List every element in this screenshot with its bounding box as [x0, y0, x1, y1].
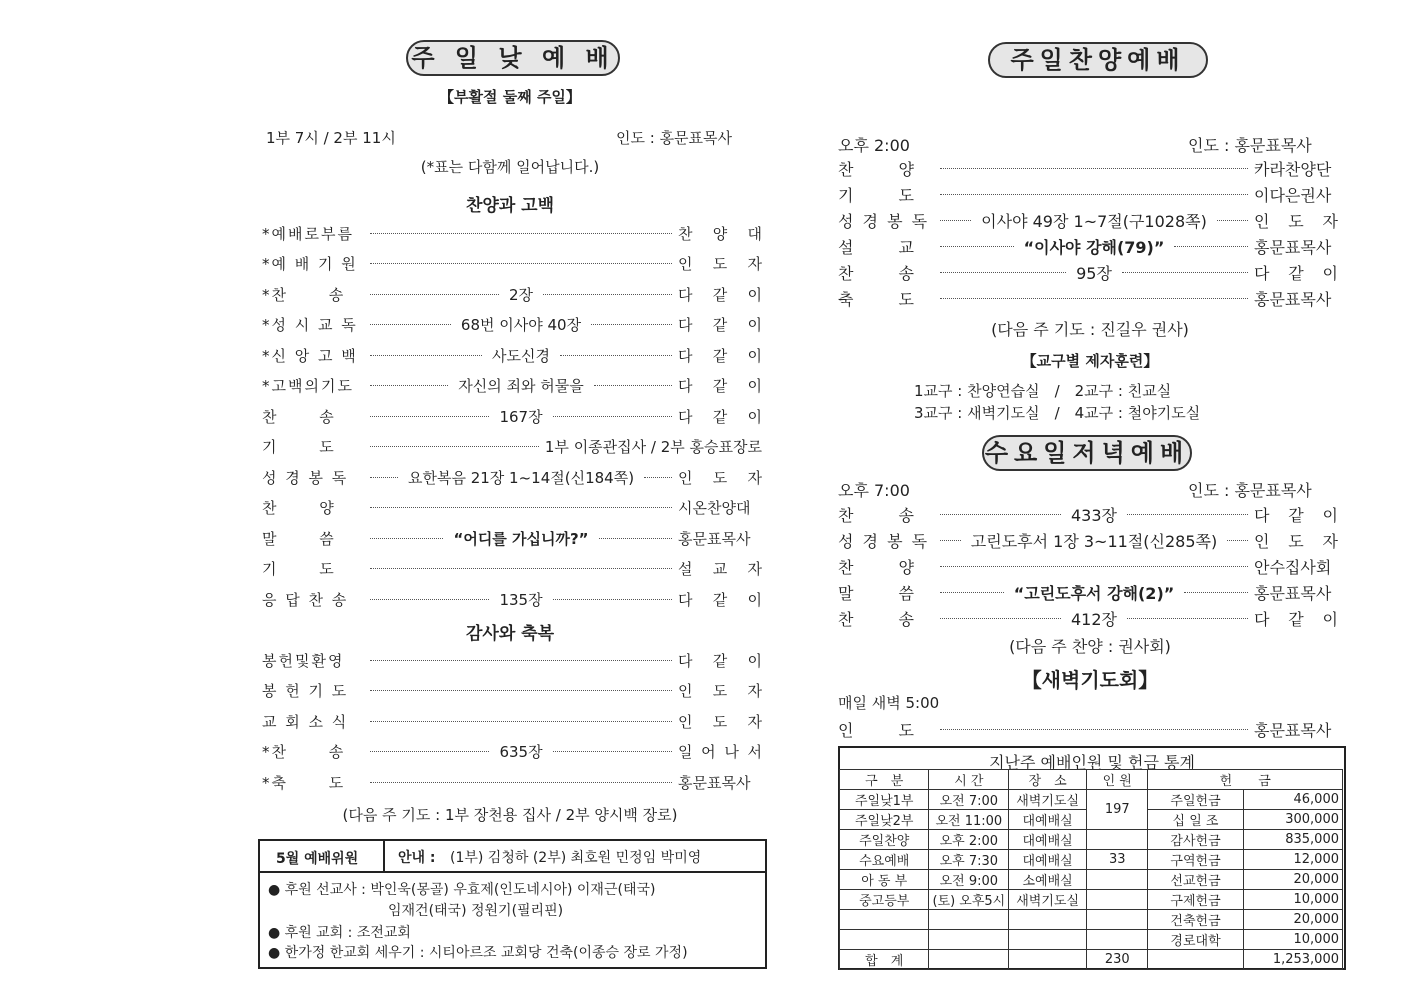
order-item-person: 다 같 이 [678, 407, 762, 426]
stats-cell: 구역헌금 [1148, 850, 1243, 870]
stats-total-cell [1009, 950, 1087, 970]
order-item-label: 찬 송 [838, 609, 916, 629]
leader-dots [1174, 246, 1248, 247]
stats-row [840, 830, 1343, 850]
stats-header-cell: 장 소 [1009, 770, 1087, 790]
stats-cell [1087, 930, 1148, 950]
order-item-person: 카라찬양단 [1254, 159, 1332, 179]
leader-dots [644, 477, 672, 478]
standing-note: (*표는 다함께 일어납니다.) [420, 158, 600, 176]
stats-cell: 오전 11:00 [929, 810, 1009, 830]
order-item-person: 다 같 이 [678, 285, 763, 304]
leader-dots [370, 385, 448, 386]
missionary-line1: ● 후원 선교사 : 박인욱(몽골) 우효제(인도네시아) 이재근(태국) [268, 882, 656, 898]
order-item [838, 261, 1338, 283]
stats-row [840, 850, 1343, 870]
stats-cell: 중고등부 [840, 890, 929, 910]
order-item-detail: 95장 [1076, 263, 1112, 283]
stats-table [839, 769, 1343, 970]
order-item-label: 찬 양 [838, 159, 916, 179]
order-item-label: 응 답 찬 송 [262, 590, 349, 609]
wednesday-leader: 인도 : 홍문표목사 [1188, 481, 1312, 500]
stats-header-cell: 헌 금 [1148, 770, 1343, 790]
leader-dots [940, 540, 961, 541]
stats-total-row [840, 950, 1343, 970]
order-item [838, 607, 1338, 629]
order-item [838, 183, 1338, 205]
order-item-label: 인 도 [838, 720, 916, 740]
training-title: 【교구별 제자훈련】 [1021, 352, 1159, 370]
stats-cell: 선교헌금 [1148, 870, 1243, 890]
order-item-person: 안수집사회 [1254, 557, 1332, 577]
leader-dots [370, 355, 482, 356]
order-item-person: 다 같 이 [1254, 609, 1338, 629]
order-item-person: 인 도 자 [678, 468, 763, 487]
stats-cell [1087, 910, 1148, 930]
leader-dots [370, 690, 672, 691]
stats-cell: 오전 9:00 [929, 870, 1009, 890]
stats-cell: 197 [1087, 790, 1148, 830]
stats-cell [840, 930, 929, 950]
order-item [262, 527, 762, 549]
order-item [262, 649, 762, 671]
wednesday-time: 오후 7:00 [838, 481, 910, 500]
leader-dots [370, 416, 489, 417]
order-item [838, 581, 1338, 603]
leader-dots [940, 168, 1248, 169]
stats-cell [929, 930, 1009, 950]
order-item-detail: 68번 이사야 40장 [460, 316, 582, 334]
order-item-person: 인 도 자 [678, 255, 762, 273]
leader-dots [370, 507, 672, 508]
order-item-detail: 요한복음 21장 1~14절(신184쪽) [407, 468, 635, 487]
order-item-detail: “어디를 가십니까?” [453, 529, 589, 548]
leader-dots [940, 566, 1248, 567]
next-week-prayer: (다음 주 기도 : 1부 장천용 집사 / 2부 양시백 장로) [342, 806, 678, 824]
praise-time: 오후 2:00 [838, 136, 910, 155]
stats-total-cell: 230 [1087, 950, 1148, 970]
order-item [262, 375, 762, 397]
order-item-label: 설 교 [838, 237, 916, 257]
leader-dots [370, 263, 672, 264]
order-item [838, 209, 1338, 231]
guide-text: (1부) 김청하 (2부) 최호원 민정임 박미영 [450, 850, 702, 866]
stats-total-cell [1148, 950, 1243, 970]
leader-dots [591, 324, 672, 325]
dawn-prayer-title: 【새벽기도회】 [1021, 668, 1159, 692]
leader-dots [940, 592, 1004, 593]
order-item-detail: 사도신경 [492, 346, 550, 365]
stats-cell: 경로대학 [1148, 930, 1243, 950]
order-item-label: 봉 헌 기 도 [262, 682, 349, 700]
leader-dots [1122, 272, 1248, 273]
order-item [838, 503, 1338, 525]
order-item [838, 555, 1338, 577]
order-item-label: *찬 송 [262, 285, 346, 304]
stats-cell: 300,000 [1243, 810, 1342, 830]
order-item-label: *성 시 교 독 [262, 316, 358, 334]
leader-dots [370, 324, 451, 325]
stats-cell: (토) 오후5시 [929, 890, 1009, 910]
order-item-label: 찬 송 [838, 263, 916, 283]
stats-row [840, 910, 1343, 930]
leader-dots [940, 220, 971, 221]
leader-dots [940, 729, 1248, 730]
leader-dots [940, 272, 1066, 273]
stats-row [840, 890, 1343, 910]
leader-dots [940, 514, 1061, 515]
order-item [262, 680, 762, 702]
stats-total-cell: 합 계 [840, 950, 929, 970]
guide-label: 안내 : [398, 850, 436, 866]
order-item-detail: 고린도후서 1장 3~11절(신285쪽) [970, 531, 1218, 551]
stats-cell: 46,000 [1243, 790, 1342, 810]
order-item-detail: 412장 [1071, 609, 1117, 629]
leader-dots [370, 568, 672, 569]
sunday-service-title: 주 일 낮 예 배 [406, 40, 620, 76]
stats-cell: 오후 2:00 [929, 830, 1009, 850]
leader-dots [553, 751, 672, 752]
stats-header-cell: 구 분 [840, 770, 929, 790]
sunday-praise-title: 주일찬양예배 [988, 42, 1208, 78]
order-item-detail: 2장 [508, 285, 534, 304]
order-item [262, 710, 762, 732]
order-item-person: 인 도 자 [678, 682, 762, 700]
order-item-label: 성 경 봉 독 [838, 531, 930, 551]
stats-total-cell [929, 950, 1009, 970]
order-item-person: 찬 양 대 [678, 224, 762, 243]
one-family-line: ● 한가정 한교회 세우기 : 시티아르조 교회당 건축(이종승 장로 가정) [268, 945, 688, 961]
leader-dots [940, 194, 1248, 195]
stats-cell [1009, 930, 1087, 950]
order-item-person: 홍문표목사 [1254, 237, 1332, 257]
order-item-label: *고백의기도 [262, 377, 354, 395]
order-item-label: 찬 송 [838, 505, 916, 525]
order-item [262, 558, 762, 580]
order-item [262, 222, 762, 244]
order-item-person: 이다은권사 [1254, 185, 1332, 205]
stats-cell: 10,000 [1243, 890, 1342, 910]
stats-cell: 오후 7:30 [929, 850, 1009, 870]
order-item-label: 성 경 봉 독 [838, 211, 930, 231]
order-item-label: 찬 양 [262, 499, 336, 517]
order-item-person: 인 도 자 [678, 712, 762, 731]
leader-dots [370, 233, 672, 234]
order-item [262, 283, 762, 305]
subtitle: 【부활절 둘째 주일】 [439, 88, 581, 106]
order-item-label: 기 도 [262, 438, 336, 456]
stats-cell: 33 [1087, 850, 1148, 870]
leader-dots [1127, 514, 1248, 515]
order-item-person: 다 같 이 [678, 651, 762, 670]
stats-cell: 12,000 [1243, 850, 1342, 870]
order-item-person: 일 어 나 서 [678, 743, 762, 761]
order-item-detail: 이사야 49장 1~7절(구1028쪽) [981, 211, 1207, 231]
order-item-detail: 433장 [1071, 505, 1117, 525]
stats-cell: 새벽기도실 [1009, 790, 1087, 810]
order-item [262, 588, 762, 610]
order-item [262, 314, 762, 336]
stats-cell: 감사헌금 [1148, 830, 1243, 850]
leader-dots [940, 246, 1014, 247]
committee-title: 5월 예배위원 [276, 851, 359, 867]
leader-dots [370, 660, 672, 661]
order-item [838, 235, 1338, 257]
stats-cell: 20,000 [1243, 910, 1342, 930]
stats-cell: 새벽기도실 [1009, 890, 1087, 910]
order-item-label: 말 씀 [262, 529, 336, 548]
stats-cell: 20,000 [1243, 870, 1342, 890]
committee-box [258, 839, 767, 969]
stats-cell: 아 동 부 [840, 870, 929, 890]
training-line1: 1교구 : 찬양연습실 / 2교구 : 친교실 [914, 382, 1172, 400]
order-item [262, 436, 762, 458]
order-item-person: 인 도 자 [1254, 211, 1339, 231]
leader-dots [940, 298, 1248, 299]
leader-dots [370, 538, 443, 539]
service-time: 1부 7시 / 2부 11시 [266, 129, 396, 147]
order-item-label: 찬 양 [838, 557, 916, 577]
order-item-label: *신 앙 고 백 [262, 346, 358, 365]
stats-cell: 주일찬양 [840, 830, 929, 850]
order-item-detail: “이사야 강해(79)” [1023, 237, 1165, 257]
order-item [838, 157, 1338, 179]
stats-total-cell: 1,253,000 [1243, 950, 1342, 970]
leader-dots [599, 538, 672, 539]
stats-row [840, 870, 1343, 890]
leader-dots [370, 782, 672, 783]
leader-dots [370, 721, 672, 722]
stats-cell: 소예배실 [1009, 870, 1087, 890]
order-item-person: 1부 이종관집사 / 2부 홍승표장로 [544, 438, 762, 456]
wednesday-next: (다음 주 찬양 : 권사회) [1009, 637, 1171, 656]
order-item-label: *예배로부름 [262, 224, 354, 243]
order-item-person: 인 도 자 [1254, 531, 1338, 551]
order-item [262, 771, 762, 793]
order-item [262, 741, 762, 763]
order-item-person: 다 같 이 [678, 590, 762, 609]
order-item-person: 홍문표목사 [678, 529, 751, 548]
order-item [262, 405, 762, 427]
order-item-label: 기 도 [838, 185, 916, 205]
order-item-person: 홍문표목사 [1254, 583, 1332, 603]
order-item-person: 홍문표목사 [1254, 289, 1332, 309]
order-item-person: 다 같 이 [1254, 505, 1338, 525]
stats-cell: 10,000 [1243, 930, 1342, 950]
stats-row [840, 790, 1343, 810]
order-item-person: 다 같 이 [678, 377, 762, 395]
stats-cell: 대예배실 [1009, 810, 1087, 830]
stats-cell: 구제헌금 [1148, 890, 1243, 910]
leader-dots [543, 294, 672, 295]
order-item [262, 466, 762, 488]
section-praise-confession: 찬양과 고백 [465, 196, 555, 216]
leader-dots [1127, 618, 1248, 619]
order-item-person: 다 같 이 [678, 346, 762, 365]
stats-title: 지난주 예배인원 및 헌금 통계 [989, 753, 1195, 772]
leader-dots [1184, 592, 1248, 593]
praise-leader: 인도 : 홍문표목사 [1188, 136, 1312, 155]
leader-dots [553, 599, 672, 600]
order-item-person: 다 같 이 [1254, 263, 1339, 283]
order-item-detail: 자신의 죄와 허물을 [458, 377, 584, 395]
leader-dots [1227, 540, 1248, 541]
stats-header-cell: 인 원 [1087, 770, 1148, 790]
order-item-label: 교 회 소 식 [262, 712, 349, 731]
stats-cell [1087, 830, 1148, 850]
stats-header-cell: 시 간 [929, 770, 1009, 790]
order-item-detail: “고린도후서 강해(2)” [1013, 583, 1175, 603]
leader-dots [370, 446, 539, 447]
order-item [838, 287, 1338, 309]
order-item-label: *예 배 기 원 [262, 255, 358, 273]
order-item-label: 기 도 [262, 560, 336, 578]
leader-dots [553, 416, 672, 417]
order-item-person: 홍문표목사 [678, 773, 751, 792]
order-item [262, 497, 762, 519]
order-item-label: *찬 송 [262, 743, 346, 761]
stats-cell [929, 910, 1009, 930]
stats-cell [1087, 890, 1148, 910]
leader-dots [370, 751, 489, 752]
stats-cell: 835,000 [1243, 830, 1342, 850]
stats-cell [1009, 910, 1087, 930]
order-item-label: 봉헌및환영 [262, 651, 345, 670]
stats-cell: 십 일 조 [1148, 810, 1243, 830]
stats-cell: 대예배실 [1009, 850, 1087, 870]
order-item-person: 다 같 이 [678, 316, 763, 334]
section-thanks-blessing: 감사와 축복 [465, 624, 555, 644]
order-item [262, 253, 762, 275]
stats-cell: 주일낮1부 [840, 790, 929, 810]
leader-dots [1217, 220, 1248, 221]
leader-dots [370, 599, 489, 600]
leader-dots [940, 618, 1061, 619]
order-item-detail: 167장 [499, 407, 543, 426]
dawn-time: 매일 새벽 5:00 [838, 694, 940, 712]
leader-dots [370, 294, 499, 295]
stats-cell: 주일헌금 [1148, 790, 1243, 810]
stats-cell: 오전 7:00 [929, 790, 1009, 810]
order-item-label: 찬 송 [262, 407, 336, 426]
support-church-line: ● 후원 교회 : 조전교회 [268, 925, 411, 941]
order-item-person: 홍문표목사 [1254, 720, 1332, 740]
order-item [838, 718, 1338, 740]
service-leader: 인도 : 홍문표목사 [616, 129, 733, 147]
stats-row [840, 930, 1343, 950]
leader-dots [594, 385, 672, 386]
order-item-person: 설 교 자 [678, 560, 762, 578]
stats-cell [840, 910, 929, 930]
order-item-person: 시온찬양대 [678, 499, 751, 517]
order-item [262, 344, 762, 366]
order-item-label: *축 도 [262, 773, 346, 792]
missionary-line2: 임재건(태국) 정원기(필리핀) [388, 903, 564, 919]
order-item-label: 성 경 봉 독 [262, 468, 349, 487]
order-item-label: 말 씀 [838, 583, 916, 603]
order-item-detail: 635장 [499, 743, 543, 761]
leader-dots [370, 477, 398, 478]
wednesday-service-title: 수요일저녁예배 [982, 435, 1192, 471]
stats-cell: 수요예배 [840, 850, 929, 870]
stats-cell: 건축헌금 [1148, 910, 1243, 930]
order-item-label: 축 도 [838, 289, 916, 309]
stats-cell: 대예배실 [1009, 830, 1087, 850]
praise-next-prayer: (다음 주 기도 : 진길우 권사) [991, 320, 1189, 339]
training-line2: 3교구 : 새벽기도실 / 4교구 : 철야기도실 [914, 404, 1201, 422]
stats-cell: 주일낮2부 [840, 810, 929, 830]
order-item-detail: 135장 [499, 590, 543, 609]
leader-dots [560, 355, 672, 356]
order-item [838, 529, 1338, 551]
stats-cell [1087, 870, 1148, 890]
